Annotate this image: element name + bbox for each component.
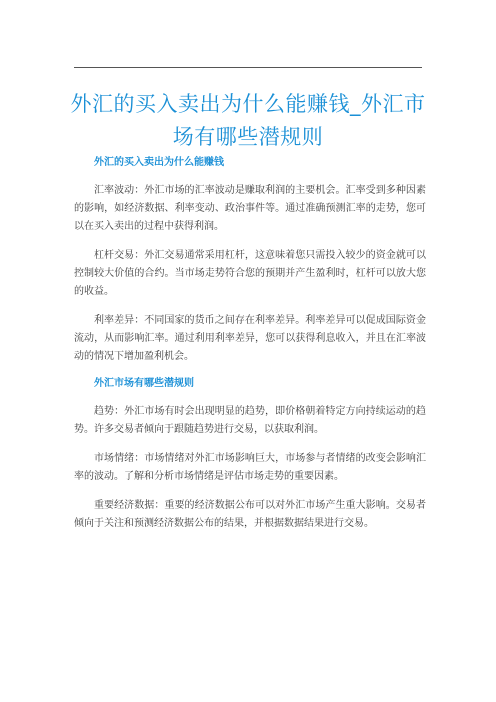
- section-heading-rules: 外汇市场有哪些潜规则: [94, 378, 194, 389]
- document-title: 外汇的买入卖出为什么能赚钱_外汇市场有哪些潜规则: [70, 92, 426, 149]
- paragraph-interest-rate: 利率差异：不同国家的货币之间存在利率差异。利率差异可以促成国际资金流动，从而影响汇率。通过利用利率差异，您可以获得利息收入，并且在汇率波动的情况下增加盈利机会。: [74, 315, 426, 362]
- paragraph-sentiment: 市场情绪：市场情绪对外汇市场影响巨大，市场参与者情绪的改变会影响汇率的波动。了解和分析市场情绪是评估市场走势的重要因素。: [74, 453, 426, 482]
- paragraph-exchange-rate: 汇率波动：外汇市场的汇率波动是赚取利润的主要机会。汇率受到多种因素的影响，如经济数据、利率变动、政治事件等。通过准确预测汇率的走势，您可以在买入卖出的过程中获得利润。: [74, 185, 426, 232]
- paragraph-economic-data: 重要经济数据：重要的经济数据公布可以对外汇市场产生重大影响。交易者倾向于关注和预测经济数据公布的结果，并根据数据结果进行交易。: [74, 500, 426, 529]
- document-body: [74, 156, 426, 544]
- paragraph-leverage: 杠杆交易：外汇交易通常采用杠杆，这意味着您只需投入较少的资金就可以控制较大价值的合约。当市场走势符合您的预期并产生盈利时，杠杆可以放大您的收益。: [74, 250, 426, 297]
- header-rule: [74, 67, 422, 68]
- paragraph-trend: 趋势：外汇市场有时会出现明显的趋势，即价格朝着特定方向持续运动的趋势。许多交易者倾向于跟随趋势进行交易，以获取利润。: [74, 406, 426, 435]
- section-heading-profit: 外汇的买入卖出为什么能赚钱: [94, 157, 224, 168]
